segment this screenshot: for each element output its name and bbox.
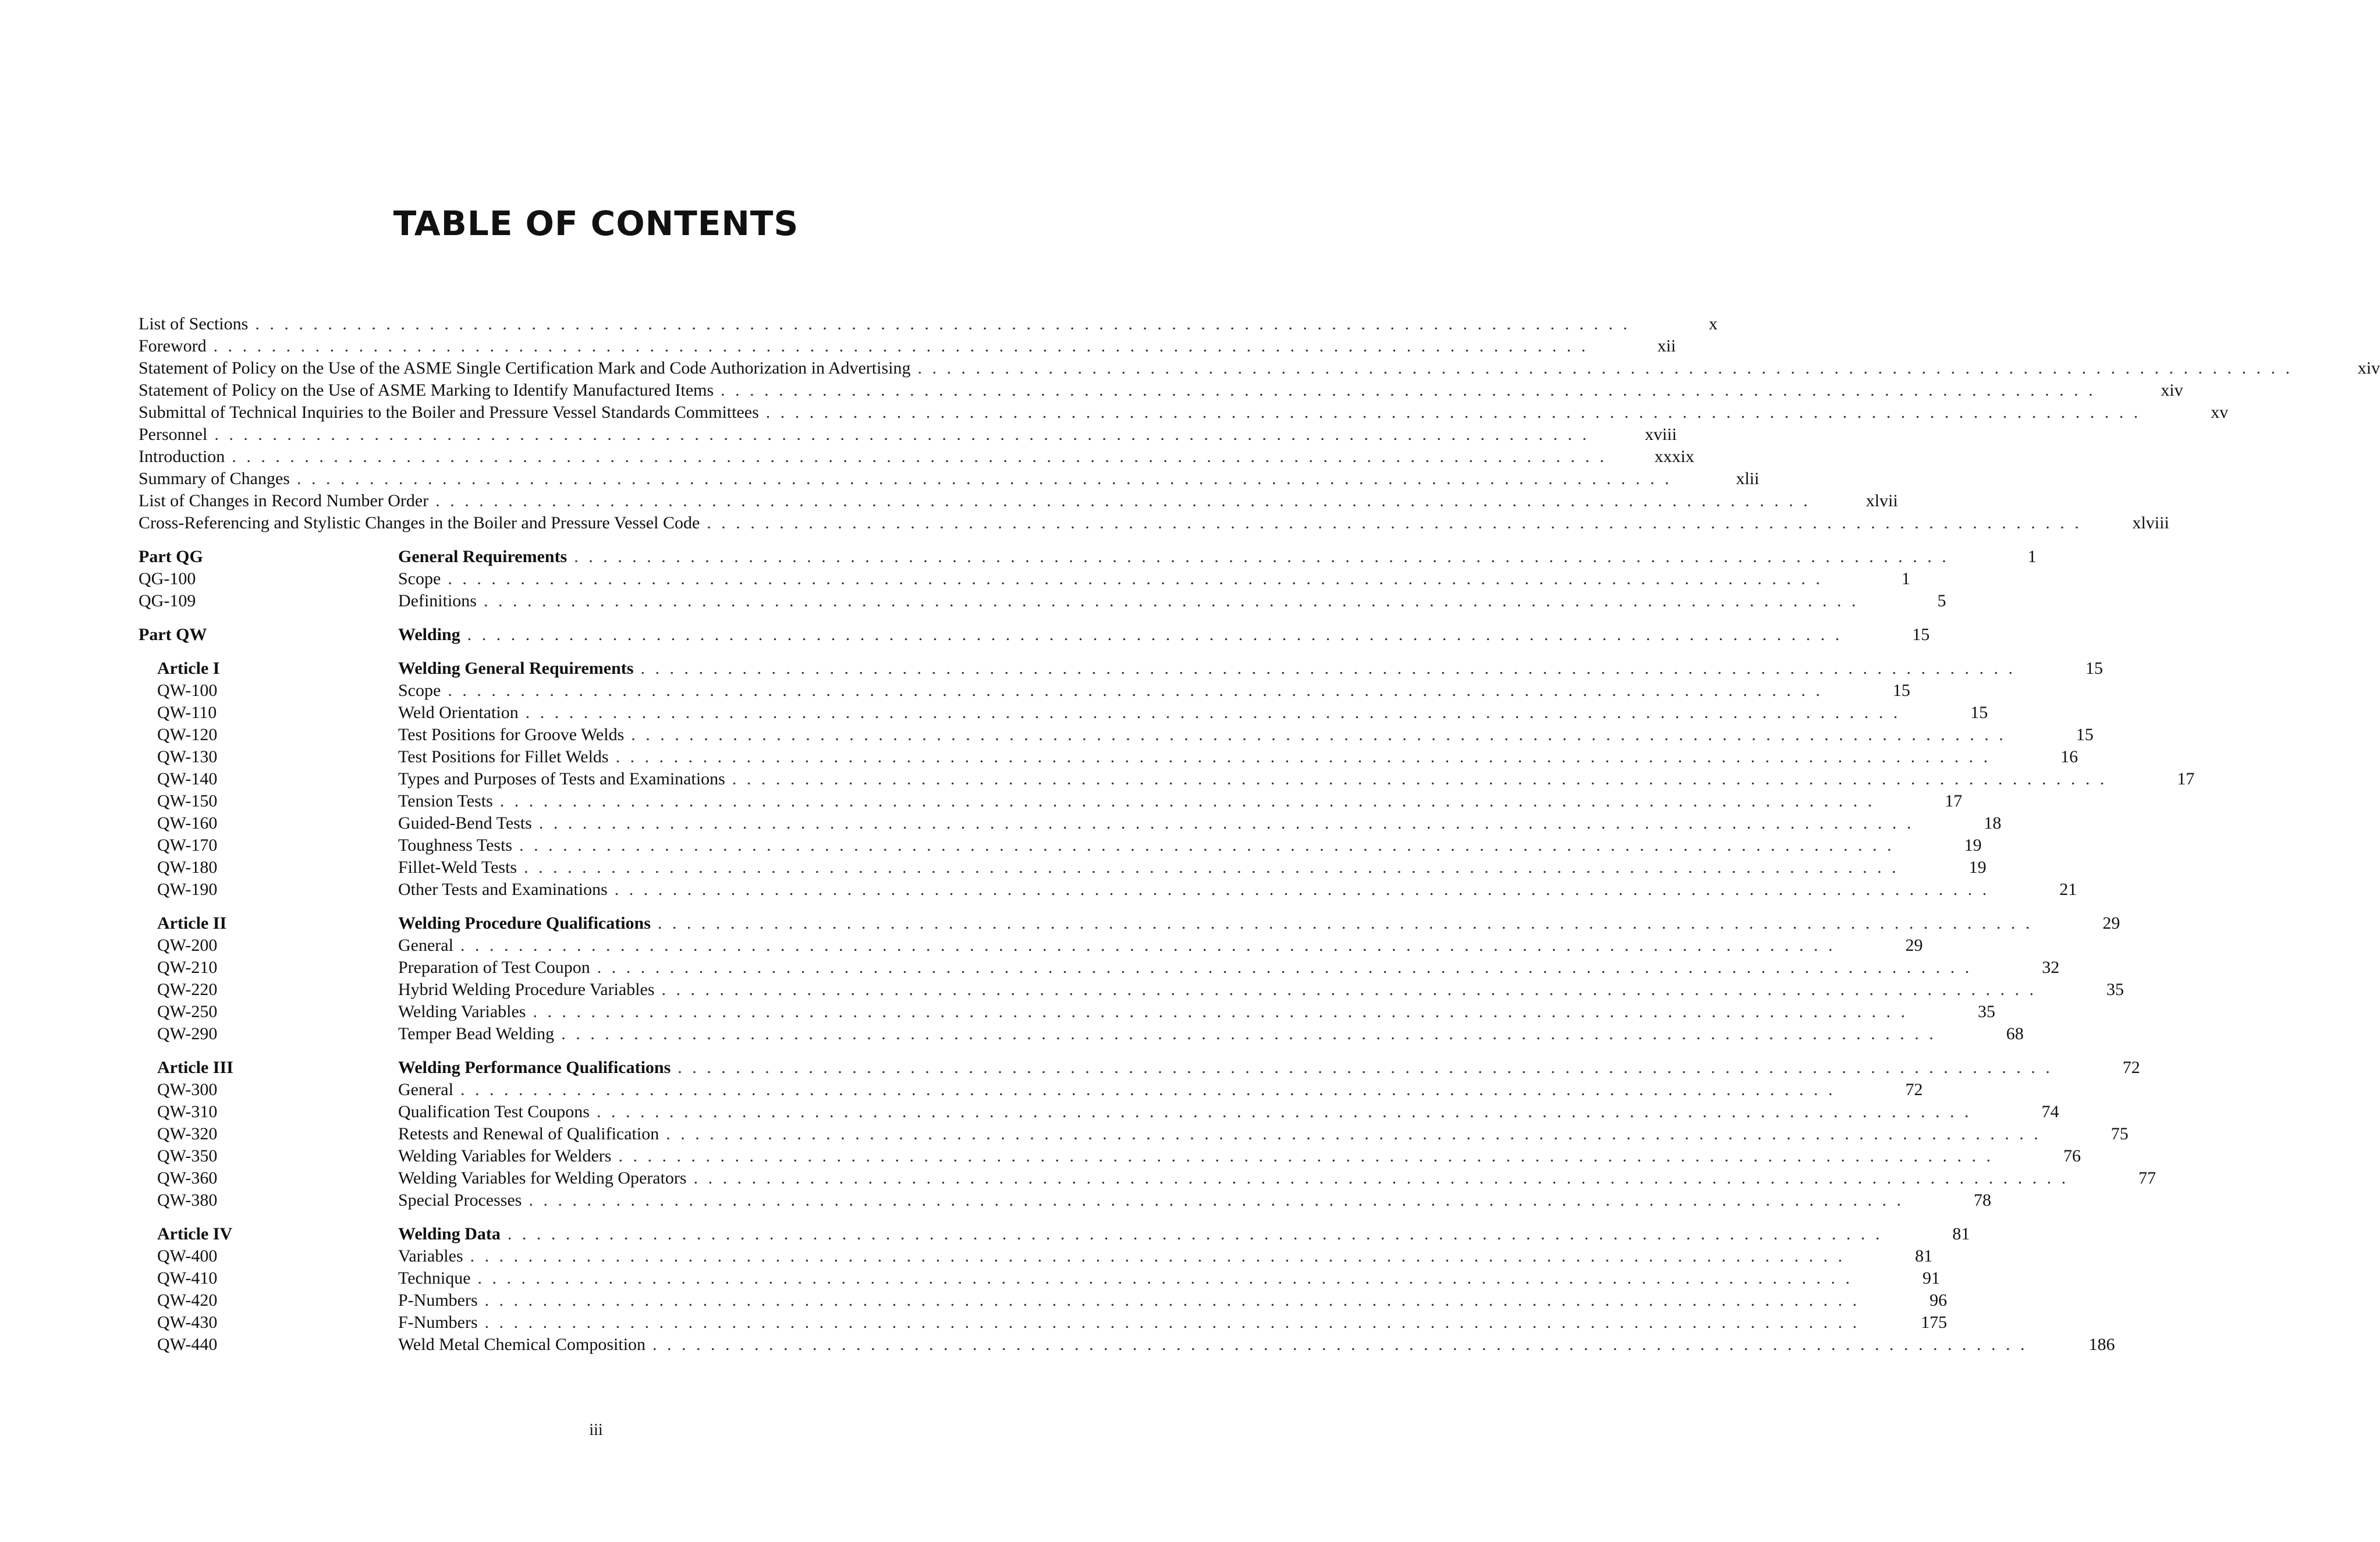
dot-leader: . . . . . . . . . . . . . . . . . . . . . . . . . . . . . . . . . . . . . . . . . . . . . . . . . . . . . . . . . . . . . . . . . . . . . . . . . . . . . . . . . . . . . . . . . . . . . . . (499, 791, 1875, 811)
toc-entry[interactable] (139, 1289, 1948, 1312)
entry-page-number: 175 (1921, 1313, 1948, 1332)
entry-title: Other Tests and Examinations (398, 880, 608, 899)
entry-title: Submittal of Technical Inquiries to the Boiler and Pressure Vessel Standards Committees (139, 403, 759, 422)
toc-entry[interactable] (139, 790, 1963, 812)
toc-group (139, 658, 2195, 901)
toc-entry[interactable] (139, 979, 2124, 1001)
entry-page-number: 29 (2102, 914, 2120, 933)
toc-entry[interactable] (139, 724, 2094, 746)
entry-code: QW-400 (157, 1246, 218, 1266)
entry-page-number: 68 (2006, 1024, 2024, 1043)
toc-entry[interactable] (139, 1167, 2156, 1189)
entry-code: QW-350 (157, 1146, 218, 1166)
entry-code: QW-250 (157, 1002, 218, 1021)
toc-entry[interactable] (139, 590, 1946, 612)
dot-leader: . . . . . . . . . . . . . . . . . . . . . . . . . . . . . . . . . . . . . . . . . . . . . . . . . . . . . . . . . . . . . . . . . . . . . . . . . . . . . . . . . . . . . . . . . . . . . . . (631, 725, 2006, 744)
toc-entry[interactable] (139, 935, 1923, 957)
entry-page-number: 75 (2111, 1124, 2129, 1143)
toc-heading-entry[interactable] (139, 1223, 1970, 1245)
dot-leader: . . . . . . . . . . . . . . . . . . . . . . . . . . . . . . . . . . . . . . . . . . . . . . . . . . . . . . . . . . . . . . . . . . . . . . . . . . . . . . . . . . . . . . . . . . . . . . . (435, 491, 1811, 510)
dot-leader: . . . . . . . . . . . . . . . . . . . . . . . . . . . . . . . . . . . . . . . . . . . . . . . . . . . . . . . . . . . . . . . . . . . . . . . . . . . . . . . . . . . . . . . . . . . . . . . (467, 625, 1843, 644)
toc-entry[interactable] (139, 313, 1718, 335)
entry-title: Retests and Renewal of Qualification (398, 1124, 659, 1143)
toc-entry[interactable] (139, 680, 1910, 702)
toc-entry[interactable] (139, 357, 2380, 379)
entry-code: QW-300 (157, 1080, 218, 1099)
entry-code: Article III (157, 1058, 233, 1077)
entry-title: Weld Orientation (398, 703, 519, 722)
toc-entry[interactable] (139, 768, 2195, 790)
entry-page-number: 15 (1970, 703, 1988, 722)
entry-code: Article I (157, 659, 220, 678)
entry-code: QW-380 (157, 1191, 218, 1210)
toc-entry[interactable] (139, 879, 2077, 901)
toc-entry[interactable] (139, 857, 1987, 879)
entry-title: Scope (398, 569, 441, 588)
dot-leader: . . . . . . . . . . . . . . . . . . . . . . . . . . . . . . . . . . . . . . . . . . . . . . . . . . . . . . . . . . . . . . . . . . . . . . . . . . . . . . . . . . . . . . . . . . . . . . . (574, 547, 1949, 566)
entry-code: QW-120 (157, 725, 218, 744)
dot-leader: . . . . . . . . . . . . . . . . . . . . . . . . . . . . . . . . . . . . . . . . . . . . . . . . . . . . . . . . . . . . . . . . . . . . . . . . . . . . . . . . . . . . . . . . . . . . . . . (232, 447, 1607, 466)
dot-leader: . . . . . . . . . . . . . . . . . . . . . . . . . . . . . . . . . . . . . . . . . . . . . . . . . . . . . . . . . . . . . . . . . . . . . . . . . . . . . . . . . . . . . . . . . . . . . . . (484, 591, 1859, 610)
dot-leader: . . . . . . . . . . . . . . . . . . . . . . . . . . . . . . . . . . . . . . . . . . . . . . . . . . . . . . . . . . . . . . . . . . . . . . . . . . . . . . . . . . . . . . . . . . . . . . . (484, 1313, 1860, 1332)
dot-leader: . . . . . . . . . . . . . . . . . . . . . . . . . . . . . . . . . . . . . . . . . . . . . . . . . . . . . . . . . . . . . . . . . . . . . . . . . . . . . . . . . . . . . . . . . . . . . . . (693, 1168, 2069, 1188)
entry-title: Variables (398, 1246, 463, 1266)
entry-code: QW-110 (157, 703, 217, 722)
entry-code: QW-160 (157, 813, 218, 833)
entry-code: QW-100 (157, 681, 218, 700)
entry-page-number: 76 (2063, 1146, 2081, 1166)
entry-title: Welding Performance Qualifications (398, 1058, 671, 1077)
dot-leader: . . . . . . . . . . . . . . . . . . . . . . . . . . . . . . . . . . . . . . . . . . . . . . . . . . . . . . . . . . . . . . . . . . . . . . . . . . . . . . . . . . . . . . . . . . . . . . . (678, 1058, 2053, 1077)
entry-page-number: 15 (1892, 681, 1910, 700)
entry-page-number: 72 (2122, 1058, 2140, 1077)
dot-leader: . . . . . . . . . . . . . . . . . . . . . . . . . . . . . . . . . . . . . . . . . . . . . . . . . . . . . . . . . . . . . . . . . . . . . . . . . . . . . . . . . . . . . . . . . . . . . . . (597, 958, 1973, 977)
toc-heading-entry[interactable] (139, 546, 2037, 568)
entry-title: Weld Metal Chemical Composition (398, 1335, 646, 1354)
toc-entry[interactable] (139, 568, 1910, 590)
entry-page-number: xiv (2357, 358, 2380, 378)
contents-list (139, 546, 2195, 1367)
entry-page-number: 17 (1945, 791, 1963, 811)
entry-page-number: 29 (1905, 936, 1923, 955)
entry-page-number: 78 (1973, 1191, 1991, 1210)
dot-leader: . . . . . . . . . . . . . . . . . . . . . . . . . . . . . . . . . . . . . . . . . . . . . . . . . . . . . . . . . . . . . . . . . . . . . . . . . . . . . . . . . . . . . . . . . . . . . . . (519, 836, 1895, 855)
dot-leader: . . . . . . . . . . . . . . . . . . . . . . . . . . . . . . . . . . . . . . . . . . . . . . . . . . . . . . . . . . . . . . . . . . . . . . . . . . . . . . . . . . . . . . . . . . . . . . . (484, 1291, 1860, 1310)
entry-title: Cross-Referencing and Stylistic Changes in the Boiler and Pressure Vessel Code (139, 513, 700, 532)
entry-title: F-Numbers (398, 1313, 478, 1332)
entry-page-number: 17 (2177, 769, 2195, 788)
entry-page-number: 35 (1977, 1002, 1995, 1021)
toc-group (139, 1223, 2115, 1356)
entry-page-number: xviii (1644, 425, 1677, 444)
entry-title: Personnel (139, 425, 208, 444)
entry-title: Test Positions for Fillet Welds (398, 747, 609, 766)
entry-title: Types and Purposes of Tests and Examinations (398, 769, 725, 788)
dot-leader: . . . . . . . . . . . . . . . . . . . . . . . . . . . . . . . . . . . . . . . . . . . . . . . . . . . . . . . . . . . . . . . . . . . . . . . . . . . . . . . . . . . . . . . . . . . . . . . (652, 1335, 2028, 1354)
dot-leader: . . . . . . . . . . . . . . . . . . . . . . . . . . . . . . . . . . . . . . . . . . . . . . . . . . . . . . . . . . . . . . . . . . . . . . . . . . . . . . . . . . . . . . . . . . . . . . . (448, 569, 1823, 588)
entry-code: QW-410 (157, 1269, 218, 1288)
toc-entry[interactable] (139, 812, 2002, 834)
entry-page-number: 77 (2138, 1168, 2156, 1188)
toc-entry[interactable] (139, 1145, 2081, 1167)
entry-page-number: xv (2211, 403, 2229, 422)
entry-title: Welding Variables for Welders (398, 1146, 612, 1166)
page-title: TABLE OF CONTENTS (393, 204, 799, 243)
dot-leader: . . . . . . . . . . . . . . . . . . . . . . . . . . . . . . . . . . . . . . . . . . . . . . . . . . . . . . . . . . . . . . . . . . . . . . . . . . . . . . . . . . . . . . . . . . . . . . . (525, 703, 1901, 722)
entry-code: QW-440 (157, 1335, 218, 1354)
toc-heading-entry[interactable] (139, 624, 1930, 646)
entry-title: P-Numbers (398, 1291, 478, 1310)
toc-entry[interactable] (139, 512, 2169, 534)
toc-entry[interactable] (139, 424, 1677, 446)
toc-entry[interactable] (139, 1245, 1933, 1267)
toc-heading-entry[interactable] (139, 658, 2103, 680)
entry-page-number: 72 (1905, 1080, 1923, 1099)
dot-leader: . . . . . . . . . . . . . . . . . . . . . . . . . . . . . . . . . . . . . . . . . . . . . . . . . . . . . . . . . . . . . . . . . . . . . . . . . . . . . . . . . . . . . . . . . . . . . . . (615, 747, 1991, 766)
entry-page-number: xii (1657, 336, 1676, 356)
entry-code: QW-210 (157, 958, 218, 977)
entry-code: QW-430 (157, 1313, 218, 1332)
entry-code: QG-100 (139, 569, 196, 588)
toc-entry[interactable] (139, 1334, 2115, 1356)
entry-title: List of Changes in Record Number Order (139, 491, 429, 510)
entry-page-number: 186 (2088, 1335, 2115, 1354)
dot-leader: . . . . . . . . . . . . . . . . . . . . . . . . . . . . . . . . . . . . . . . . . . . . . . . . . . . . . . . . . . . . . . . . . . . . . . . . . . . . . . . . . . . . . . . . . . . . . . . (214, 425, 1590, 444)
dot-leader: . . . . . . . . . . . . . . . . . . . . . . . . . . . . . . . . . . . . . . . . . . . . . . . . . . . . . . . . . . . . . . . . . . . . . . . . . . . . . . . . . . . . . . . . . . . . . . . (765, 403, 2141, 422)
entry-page-number: 74 (2041, 1102, 2059, 1121)
dot-leader: . . . . . . . . . . . . . . . . . . . . . . . . . . . . . . . . . . . . . . . . . . . . . . . . . . . . . . . . . . . . . . . . . . . . . . . . . . . . . . . . . . . . . . . . . . . . . . . (666, 1124, 2041, 1143)
dot-leader: . . . . . . . . . . . . . . . . . . . . . . . . . . . . . . . . . . . . . . . . . . . . . . . . . . . . . . . . . . . . . . . . . . . . . . . . . . . . . . . . . . . . . . . . . . . . . . . (661, 980, 2037, 999)
dot-leader: . . . . . . . . . . . . . . . . . . . . . . . . . . . . . . . . . . . . . . . . . . . . . . . . . . . . . . . . . . . . . . . . . . . . . . . . . . . . . . . . . . . . . . . . . . . . . . . (917, 358, 2293, 378)
toc-entry[interactable] (139, 1312, 1948, 1334)
dot-leader: . . . . . . . . . . . . . . . . . . . . . . . . . . . . . . . . . . . . . . . . . . . . . . . . . . . . . . . . . . . . . . . . . . . . . . . . . . . . . . . . . . . . . . . . . . . . . . . (618, 1146, 1994, 1166)
entry-code: QW-130 (157, 747, 218, 766)
entry-code: QW-320 (157, 1124, 218, 1143)
toc-entry[interactable] (139, 402, 2229, 424)
dot-leader: . . . . . . . . . . . . . . . . . . . . . . . . . . . . . . . . . . . . . . . . . . . . . . . . . . . . . . . . . . . . . . . . . . . . . . . . . . . . . . . . . . . . . . . . . . . . . . . (448, 681, 1823, 700)
entry-title: Preparation of Test Coupon (398, 958, 590, 977)
dot-leader: . . . . . . . . . . . . . . . . . . . . . . . . . . . . . . . . . . . . . . . . . . . . . . . . . . . . . . . . . . . . . . . . . . . . . . . . . . . . . . . . . . . . . . . . . . . . . . . (614, 880, 1990, 899)
entry-title: Statement of Policy on the Use of ASME Marking to Identify Manufactured Items (139, 381, 714, 400)
dot-leader: . . . . . . . . . . . . . . . . . . . . . . . . . . . . . . . . . . . . . . . . . . . . . . . . . . . . . . . . . . . . . . . . . . . . . . . . . . . . . . . . . . . . . . . . . . . . . . . (538, 813, 1914, 833)
entry-code: Article II (157, 914, 227, 933)
entry-code: Part QG (139, 547, 203, 566)
toc-entry[interactable] (139, 1079, 1923, 1101)
entry-title: Qualification Test Coupons (398, 1102, 590, 1121)
entry-page-number: xlii (1736, 469, 1760, 488)
entry-code: Part QW (139, 625, 207, 644)
toc-entry[interactable] (139, 490, 1898, 512)
entry-page-number: xxxix (1654, 447, 1694, 466)
dot-leader: . . . . . . . . . . . . . . . . . . . . . . . . . . . . . . . . . . . . . . . . . . . . . . . . . . . . . . . . . . . . . . . . . . . . . . . . . . . . . . . . . . . . . . . . . . . . . . . (460, 936, 1836, 955)
entry-title: Special Processes (398, 1191, 522, 1210)
toc-entry[interactable] (139, 1189, 1991, 1211)
entry-title: Test Positions for Groove Welds (398, 725, 625, 744)
entry-code: QW-310 (157, 1102, 218, 1121)
entry-title: General (398, 936, 453, 955)
entry-title: Welding Variables for Welding Operators (398, 1168, 687, 1188)
entry-code: QW-170 (157, 836, 218, 855)
entry-title: Welding (398, 625, 460, 644)
toc-entry[interactable] (139, 746, 2078, 768)
dot-leader: . . . . . . . . . . . . . . . . . . . . . . . . . . . . . . . . . . . . . . . . . . . . . . . . . . . . . . . . . . . . . . . . . . . . . . . . . . . . . . . . . . . . . . . . . . . . . . . (255, 314, 1630, 333)
entry-title: Welding Variables (398, 1002, 526, 1021)
entry-title: Statement of Policy on the Use of the ASME Single Certification Mark and Code Authorization in Advertising (139, 358, 911, 378)
entry-title: Foreword (139, 336, 207, 356)
entry-title: Welding Procedure Qualifications (398, 914, 651, 933)
entry-title: Scope (398, 681, 441, 700)
entry-title: Guided-Bend Tests (398, 813, 532, 833)
entry-title: Tension Tests (398, 791, 493, 811)
toc-entry[interactable] (139, 335, 1676, 357)
dot-leader: . . . . . . . . . . . . . . . . . . . . . . . . . . . . . . . . . . . . . . . . . . . . . . . . . . . . . . . . . . . . . . . . . . . . . . . . . . . . . . . . . . . . . . . . . . . . . . . (460, 1080, 1836, 1099)
dot-leader: . . . . . . . . . . . . . . . . . . . . . . . . . . . . . . . . . . . . . . . . . . . . . . . . . . . . . . . . . . . . . . . . . . . . . . . . . . . . . . . . . . . . . . . . . . . . . . . (529, 1191, 1904, 1210)
toc-entry[interactable] (139, 1001, 1995, 1023)
toc-entry[interactable] (139, 834, 1982, 857)
entry-page-number: 15 (1912, 625, 1930, 644)
entry-page-number: xiv (2161, 381, 2183, 400)
toc-entry[interactable] (139, 1123, 2129, 1145)
entry-title: Welding Data (398, 1224, 501, 1243)
toc-entry[interactable] (139, 379, 2183, 402)
entry-code: QW-180 (157, 858, 218, 877)
entry-title: Toughness Tests (398, 836, 513, 855)
toc-heading-entry[interactable] (139, 1057, 2140, 1079)
toc-entry[interactable] (139, 1101, 2059, 1123)
front-matter-list (139, 313, 2380, 534)
toc-entry[interactable] (139, 1267, 1941, 1289)
entry-page-number: x (1708, 314, 1718, 333)
entry-title: Fillet-Weld Tests (398, 858, 517, 877)
entry-page-number: 81 (1915, 1246, 1933, 1266)
entry-page-number: 15 (2085, 659, 2103, 678)
toc-entry[interactable] (139, 446, 1694, 468)
entry-code: QW-290 (157, 1024, 218, 1043)
toc-group (139, 912, 2124, 1045)
entry-page-number: 19 (1964, 836, 1982, 855)
entry-page-number: xlvii (1865, 491, 1898, 510)
entry-page-number: xlviii (2132, 513, 2169, 532)
entry-page-number: 1 (1901, 569, 1910, 588)
toc-entry[interactable] (139, 957, 2060, 979)
entry-code: QW-200 (157, 936, 218, 955)
entry-title: Hybrid Welding Procedure Variables (398, 980, 655, 999)
dot-leader: . . . . . . . . . . . . . . . . . . . . . . . . . . . . . . . . . . . . . . . . . . . . . . . . . . . . . . . . . . . . . . . . . . . . . . . . . . . . . . . . . . . . . . . . . . . . . . . (477, 1269, 1853, 1288)
entry-page-number: 21 (2059, 880, 2077, 899)
dot-leader: . . . . . . . . . . . . . . . . . . . . . . . . . . . . . . . . . . . . . . . . . . . . . . . . . . . . . . . . . . . . . . . . . . . . . . . . . . . . . . . . . . . . . . . . . . . . . . . (657, 914, 2033, 933)
entry-title: Welding General Requirements (398, 659, 634, 678)
toc-entry[interactable] (139, 468, 1760, 490)
entry-title: Introduction (139, 447, 225, 466)
dot-leader: . . . . . . . . . . . . . . . . . . . . . . . . . . . . . . . . . . . . . . . . . . . . . . . . . . . . . . . . . . . . . . . . . . . . . . . . . . . . . . . . . . . . . . . . . . . . . . . (707, 513, 2082, 532)
toc-group (139, 546, 2037, 612)
entry-page-number: 1 (2027, 547, 2037, 566)
entry-code: QW-420 (157, 1291, 218, 1310)
dot-leader: . . . . . . . . . . . . . . . . . . . . . . . . . . . . . . . . . . . . . . . . . . . . . . . . . . . . . . . . . . . . . . . . . . . . . . . . . . . . . . . . . . . . . . . . . . . . . . . (470, 1246, 1846, 1266)
dot-leader: . . . . . . . . . . . . . . . . . . . . . . . . . . . . . . . . . . . . . . . . . . . . . . . . . . . . . . . . . . . . . . . . . . . . . . . . . . . . . . . . . . . . . . . . . . . . . . . (524, 858, 1899, 877)
entry-page-number: 5 (1937, 591, 1946, 610)
entry-code: QW-190 (157, 880, 218, 899)
page-number: iii (589, 1421, 603, 1439)
entry-title: Summary of Changes (139, 469, 290, 488)
entry-page-number: 35 (2106, 980, 2124, 999)
entry-title: List of Sections (139, 314, 249, 333)
dot-leader: . . . . . . . . . . . . . . . . . . . . . . . . . . . . . . . . . . . . . . . . . . . . . . . . . . . . . . . . . . . . . . . . . . . . . . . . . . . . . . . . . . . . . . . . . . . . . . . (561, 1024, 1936, 1043)
entry-title: General (398, 1080, 453, 1099)
dot-leader: . . . . . . . . . . . . . . . . . . . . . . . . . . . . . . . . . . . . . . . . . . . . . . . . . . . . . . . . . . . . . . . . . . . . . . . . . . . . . . . . . . . . . . . . . . . . . . . (296, 469, 1672, 488)
toc-entry[interactable] (139, 1023, 2024, 1045)
entry-page-number: 19 (1968, 858, 1987, 877)
entry-code: QG-109 (139, 591, 196, 610)
entry-page-number: 96 (1929, 1291, 1948, 1310)
dot-leader: . . . . . . . . . . . . . . . . . . . . . . . . . . . . . . . . . . . . . . . . . . . . . . . . . . . . . . . . . . . . . . . . . . . . . . . . . . . . . . . . . . . . . . . . . . . . . . . (213, 336, 1589, 356)
toc-entry[interactable] (139, 702, 1988, 724)
dot-leader: . . . . . . . . . . . . . . . . . . . . . . . . . . . . . . . . . . . . . . . . . . . . . . . . . . . . . . . . . . . . . . . . . . . . . . . . . . . . . . . . . . . . . . . . . . . . . . . (640, 659, 2016, 678)
entry-code: QW-360 (157, 1168, 218, 1188)
entry-code: QW-140 (157, 769, 218, 788)
entry-page-number: 16 (2060, 747, 2078, 766)
entry-code: QW-220 (157, 980, 218, 999)
dot-leader: . . . . . . . . . . . . . . . . . . . . . . . . . . . . . . . . . . . . . . . . . . . . . . . . . . . . . . . . . . . . . . . . . . . . . . . . . . . . . . . . . . . . . . . . . . . . . . . (596, 1102, 1972, 1121)
toc-group (139, 1057, 2156, 1211)
dot-leader: . . . . . . . . . . . . . . . . . . . . . . . . . . . . . . . . . . . . . . . . . . . . . . . . . . . . . . . . . . . . . . . . . . . . . . . . . . . . . . . . . . . . . . . . . . . . . . . (721, 381, 2096, 400)
entry-page-number: 81 (1952, 1224, 1970, 1243)
toc-group (139, 624, 1930, 646)
entry-page-number: 91 (1923, 1269, 1941, 1288)
entry-code: Article IV (157, 1224, 233, 1243)
entry-title: General Requirements (398, 547, 567, 566)
toc-heading-entry[interactable] (139, 912, 2120, 935)
entry-title: Temper Bead Welding (398, 1024, 555, 1043)
entry-page-number: 15 (2076, 725, 2094, 744)
entry-title: Technique (398, 1269, 471, 1288)
entry-code: QW-150 (157, 791, 218, 811)
entry-page-number: 18 (1984, 813, 2002, 833)
entry-page-number: 32 (2042, 958, 2060, 977)
entry-title: Definitions (398, 591, 477, 610)
dot-leader: . . . . . . . . . . . . . . . . . . . . . . . . . . . . . . . . . . . . . . . . . . . . . . . . . . . . . . . . . . . . . . . . . . . . . . . . . . . . . . . . . . . . . . . . . . . . . . . (507, 1224, 1883, 1243)
dot-leader: . . . . . . . . . . . . . . . . . . . . . . . . . . . . . . . . . . . . . . . . . . . . . . . . . . . . . . . . . . . . . . . . . . . . . . . . . . . . . . . . . . . . . . . . . . . . . . . (732, 769, 2108, 788)
dot-leader: . . . . . . . . . . . . . . . . . . . . . . . . . . . . . . . . . . . . . . . . . . . . . . . . . . . . . . . . . . . . . . . . . . . . . . . . . . . . . . . . . . . . . . . . . . . . . . . (533, 1002, 1908, 1021)
